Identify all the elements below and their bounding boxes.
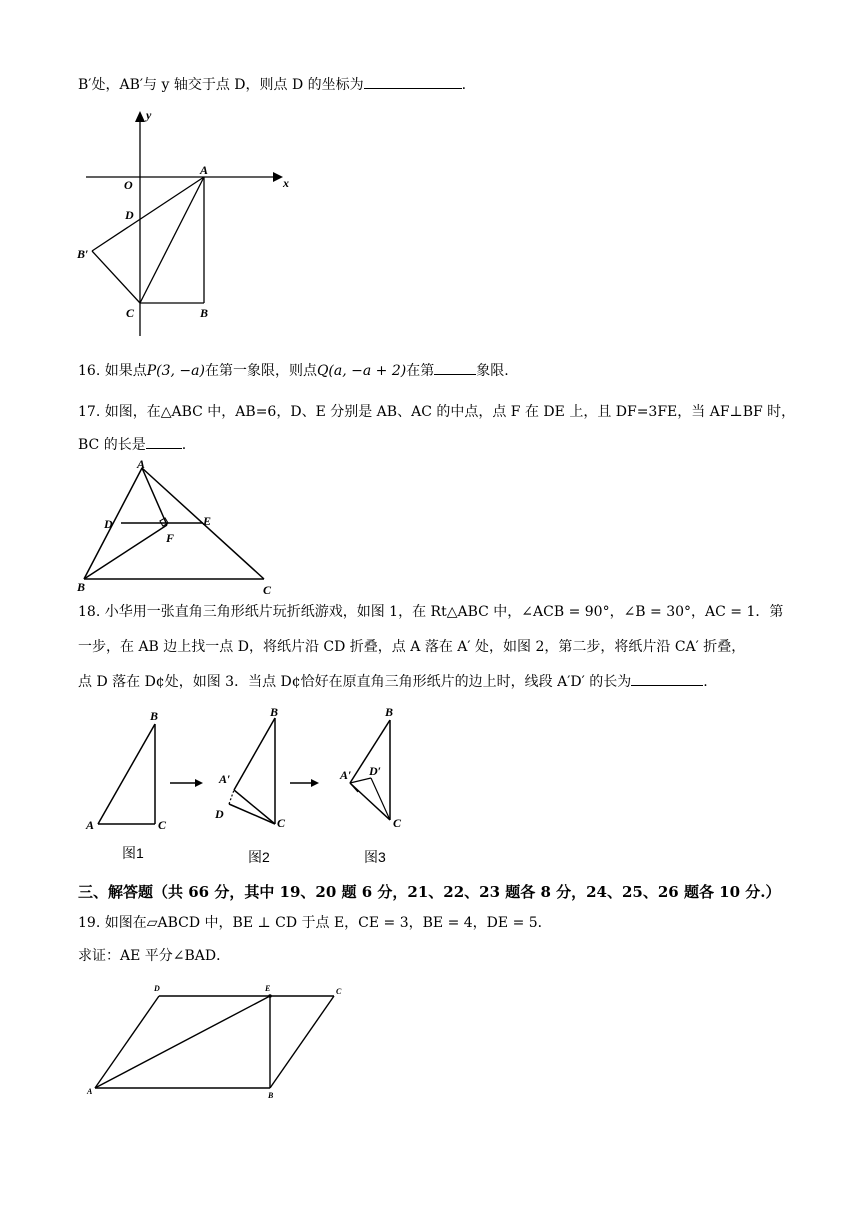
q17-text-line1: 17. 如图，在△ABC 中，AB=6，D、E 分别是 AB、AC 的中点，点 F 在 DE 上，且 DF=3FE，当 AF⊥BF 时， <box>78 404 796 420</box>
fig3-label-B: B <box>385 705 394 719</box>
label-y: y <box>146 108 152 122</box>
fig3-label-C: C <box>393 816 402 830</box>
fig2-label-C: C <box>277 816 286 830</box>
label-C: C <box>336 987 342 996</box>
q15-text: B′处，AB′与 y 轴交于点 D，则点 D 的坐标为 . <box>78 74 466 95</box>
label-B: B <box>268 1091 274 1100</box>
label-A: A <box>200 163 209 177</box>
q18-text-line3: 点 D 落在 D¢处，如图 3．当点 D¢恰好在原直角三角形纸片的边上时，线段 A′D′ 的长为 . <box>78 671 708 692</box>
fig2-label-B: B <box>270 705 279 719</box>
label-F: F <box>166 531 175 545</box>
label-A: A <box>87 1087 93 1096</box>
q18-text-line1: 18. 小华用一张直角三角形纸片玩折纸游戏，如图 1，在 Rt△ABC 中，∠ACB = 90°，∠B = 30°，AC = 1．第 <box>78 604 784 620</box>
q19-figure <box>84 982 354 1102</box>
label-B: B <box>200 306 209 320</box>
label-B: B <box>77 580 86 594</box>
label-C: C <box>126 306 135 320</box>
section-heading: 三、解答题（共 66 分，其中 19、20 题 6 分，21、22、23 题各 8 分，24、25、26 题各 10 分.） <box>78 883 781 901</box>
q19-text-line1: 19. 如图在▱ABCD 中，BE ⊥ CD 于点 E，CE = 3，BE = 4，DE = 5． <box>78 915 552 931</box>
fig2-label-D: D <box>215 807 224 821</box>
fig1-label-C: C <box>158 818 167 832</box>
q18-figures <box>82 700 442 870</box>
q16-text: 16. 如果点P(3, −a)在第一象限，则点Q(a, −a + 2)在第 象限. <box>78 360 509 381</box>
label-A: A <box>137 457 146 471</box>
label-O: O <box>124 178 133 192</box>
fig2-label-A-prime: A′ <box>219 772 231 786</box>
label-D: D <box>104 517 113 531</box>
caption-fig2: 图2 <box>248 849 270 865</box>
caption-fig3: 图3 <box>364 849 386 865</box>
answer-blank-q15[interactable] <box>364 74 462 89</box>
label-x: x <box>283 176 289 190</box>
answer-blank-q18[interactable] <box>631 671 703 686</box>
label-D: D <box>154 984 160 993</box>
fig1-label-A: A <box>86 818 95 832</box>
label-E: E <box>265 984 271 993</box>
answer-blank-q17[interactable] <box>146 434 182 449</box>
answer-blank-q16[interactable] <box>434 360 476 375</box>
label-E: E <box>203 514 212 528</box>
caption-fig1: 图1 <box>122 845 144 861</box>
label-D: D <box>125 208 134 222</box>
fig3-label-D-prime: D′ <box>369 764 382 778</box>
q18-text-line2: 一步，在 AB 边上找一点 D，将纸片沿 CD 折叠，点 A 落在 A′ 处，如图 2，第二步，将纸片沿 CA′ 折叠， <box>78 639 746 655</box>
label-B-prime: B′ <box>77 247 89 261</box>
q17-figure <box>76 458 286 598</box>
fig1-label-B: B <box>150 709 159 723</box>
q17-text-line2: BC 的长是 . <box>78 434 186 455</box>
q19-text-line2: 求证：AE 平分∠BAD． <box>78 948 231 964</box>
label-C: C <box>263 583 272 597</box>
fig3-label-A-prime: A′ <box>340 768 352 782</box>
q15-figure <box>76 104 306 344</box>
